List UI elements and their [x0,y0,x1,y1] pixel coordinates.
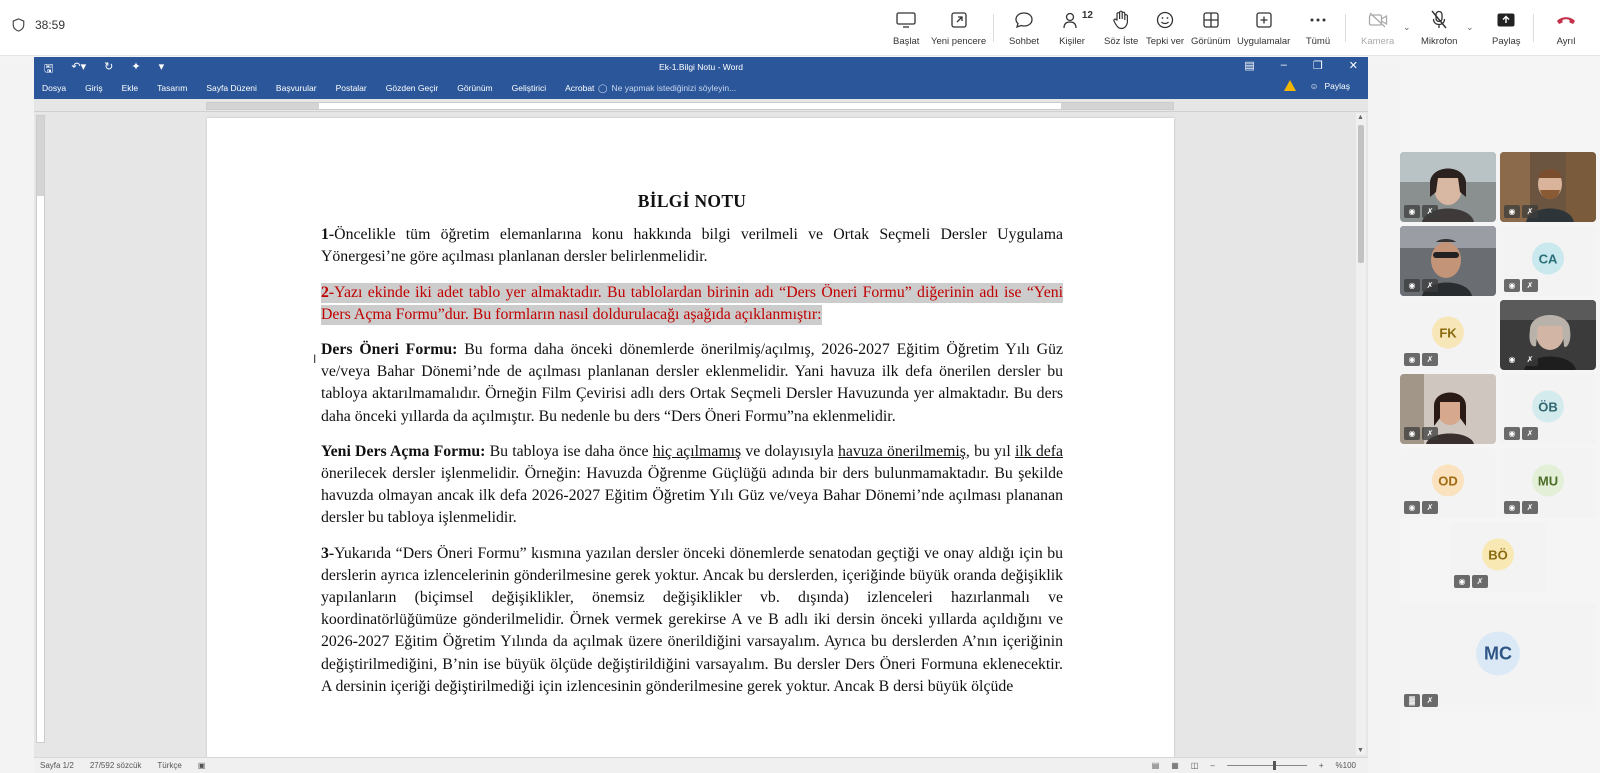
participant-gallery [1400,57,1600,773]
paragraph-2-highlighted [321,282,1063,326]
p4-text-d: önerilecek dersler işlenmelidir. Örneğin: Havuzda Öğrenme Güçlüğü adında bir ders bulunmamaktadır. Bu şekilde havuzda olmayan ancak ilk defa 2026-2027 Eğitim Öğretim Yılı Güz ve/veya Bahar Dönemi’nde açılması plananan dersler bu tabloya işlenmelidir. [321,465,1063,527]
people-count: 12 [1081,10,1093,21]
toolbar-divider [1345,14,1346,42]
plus-icon [1251,8,1277,32]
video-badge-icon: ◉ [1404,501,1420,514]
p4-underline-1: hiç açılmamış [652,442,742,460]
participant-video-tile[interactable] [1400,374,1496,444]
raise-hand-button[interactable] [1104,8,1138,47]
word-document-title: Ek-1.Bilgi Notu - Word [659,62,743,72]
participant-video-tile[interactable] [1500,152,1596,222]
participant-video-tile-speaking[interactable] [1400,226,1496,296]
leave-button[interactable] [1553,8,1579,47]
word-share-label: Paylaş [1324,80,1350,91]
read-mode-icon[interactable]: ▤ [1151,761,1160,770]
ribbon-tab[interactable]: Postalar [335,83,367,93]
video-badge-icon: ◉ [1504,501,1520,514]
participant-avatar: CA [1532,242,1564,274]
p1-number: 1- [321,226,335,244]
save-icon[interactable]: 🖫 [44,63,54,75]
p4-text-a: Bu tabloya ise daha önce [485,442,653,460]
ribbon-tab[interactable]: Giriş [85,83,103,93]
share-tray-icon [1493,8,1519,32]
toolbar-divider [993,14,994,42]
react-button[interactable] [1146,8,1184,47]
document-heading: BİLGİ NOTU [637,191,747,211]
participant-video-tile[interactable] [1400,152,1496,222]
camera-options-chevron-icon[interactable]: ⌄ [1403,22,1411,32]
participant-tile[interactable] [1450,522,1546,592]
word-status-bar [34,757,1368,773]
paragraph-3 [321,543,1063,698]
participant-tile[interactable] [1400,300,1496,370]
p3-label: Ders Öneri Formu: [321,341,458,359]
muted-mic-icon: ✗ [1472,575,1488,588]
camera-button[interactable] [1361,8,1394,47]
ribbon-tab[interactable]: Geliştirici [511,83,547,93]
vertical-ruler [36,115,45,743]
participant-avatar: ÖB [1532,390,1564,422]
participant-video-tile[interactable] [1500,300,1596,370]
tell-me-box[interactable] [598,83,736,94]
ribbon-display-icon[interactable]: ▤ [1244,60,1255,72]
leave-label: Ayrıl [1556,36,1576,47]
people-button[interactable] [1059,8,1093,47]
screen-share-icon [893,8,919,32]
video-badge-icon: ◉ [1404,205,1420,218]
p5-number: 3- [321,544,335,562]
new-window-label: Yeni pencere [931,36,987,47]
ruler-strip [206,102,1174,110]
paragraph-yeni-ders [321,441,1063,530]
p4-text-c: , bu yıl [965,442,1015,460]
print-layout-icon[interactable]: ▦ [1171,761,1179,770]
hand-icon [1108,8,1134,32]
zoom-out-icon[interactable]: – [1210,761,1215,770]
word-title-bar [34,57,1368,77]
participant-avatar: MU [1532,464,1564,496]
window-controls [1244,59,1358,72]
meeting-toolbar [0,0,1600,56]
hang-up-icon [1553,8,1579,32]
grid-icon [1198,8,1224,32]
muted-mic-icon: ✗ [1522,353,1538,366]
video-badge-icon: ◉ [1404,279,1420,292]
share-label: Paylaş [1492,36,1521,47]
more-button[interactable] [1305,8,1331,47]
ribbon-tab[interactable]: Dosya [42,83,67,93]
muted-mic-icon: ✗ [1422,427,1438,440]
shared-screen [0,57,1400,773]
language-indicator[interactable]: Türkçe [157,761,182,770]
ribbon-tab[interactable]: Acrobat [565,83,595,93]
mic-options-chevron-icon[interactable]: ⌄ [1466,22,1474,32]
muted-mic-icon: ✗ [1422,279,1438,292]
warning-icon [1284,80,1296,91]
more-label: Tümü [1305,36,1331,47]
video-badge-icon: ◉ [1504,205,1520,218]
word-share-button[interactable] [1284,80,1350,91]
redo-icon[interactable]: ↻ [104,61,114,73]
word-window [34,57,1368,773]
mic-off-icon [1426,8,1452,32]
muted-mic-icon: ✗ [1522,501,1538,514]
ribbon-tab[interactable]: Sayfa Düzeni [206,83,257,93]
ribbon-tab-list [42,83,594,93]
chat-label: Sohbet [1009,36,1040,47]
p4-text-b: ve dolayısıyla [741,442,839,460]
muted-mic-icon: ✗ [1422,694,1438,707]
page-indicator[interactable]: Sayfa 1/2 [40,761,74,770]
camera-off-icon [1365,8,1391,32]
video-badge-icon: ◉ [1504,427,1520,440]
p2-number: 2- [321,283,335,301]
start-label: Başlat [893,36,920,47]
camera-label: Kamera [1361,36,1395,47]
tell-me-placeholder: Ne yapmak istediğinizi söyleyin... [611,83,737,93]
video-badge-icon: ◉ [1404,427,1420,440]
p4-underline-3: ilk defa [1014,442,1064,460]
participant-tile[interactable] [1500,448,1596,518]
muted-mic-icon: ✗ [1522,279,1538,292]
ribbon-tab[interactable]: Gözden Geçir [385,83,439,93]
react-label: Tepki ver [1146,36,1185,47]
undo-icon[interactable]: ↶▾ [71,61,87,73]
scroll-down-icon[interactable]: ▼ [1357,747,1364,754]
video-badge-icon: ◉ [1454,575,1470,588]
scrollbar-thumb[interactable] [1358,125,1364,263]
mic-label: Mikrofon [1421,36,1458,47]
toolbar-divider [1533,14,1534,42]
macro-record-icon[interactable]: ▣ [197,761,206,770]
video-badge-icon: ◉ [1404,353,1420,366]
apps-button[interactable] [1237,8,1290,47]
view-label: Görünüm [1191,36,1231,47]
participant-tile-large[interactable] [1400,603,1596,711]
new-window-button[interactable] [931,8,986,47]
p5-text: Yukarıda “Ders Öneri Formu” kısmına yazılan dersler önceki dönemlerde senatodan geçtiği ve onay aldığı için bu derslerin ayrıca izlencelerinin gönderilmesine gerek yoktur. Ancak bu derslerden, içeriğinde büyük oranda değişiklik yapılanların (biçimsel değişiklikler, önemsiz değişiklikler vb. dışında) izlenceleri hazırlanmalı ve koordinatörlüğümüze gönderilmelidir. Örnek vermek gerekirse A ve B adlı iki dersin önceki yıllarda açıldığını ve 2026-2027 Eğitim Öğretim Yılında da açılmak üzere önerildiğini varsayalım. Ayrıca bu derslerden A’nın içeriğinin değiştirilmediğini, B’nin ise büyük ölçüde değiştirildiğini varsayalım. Bu dersler Ders Öneri Formuna eklenecektir. A dersinin içeriği değiştirilmediği için izlencesinin gönderilmesine gerek yoktur. Ancak B dersi büyük ölçüde [321,544,1063,695]
word-count[interactable]: 27/592 sözcük [89,761,142,770]
zoom-in-icon[interactable]: + [1318,761,1324,770]
minimize-icon[interactable]: – [1280,59,1287,71]
zoom-slider[interactable] [1227,765,1307,766]
paragraph-1 [321,224,1063,268]
document-body[interactable] [321,190,1063,711]
view-button[interactable] [1191,8,1231,47]
meeting-timer [12,18,65,32]
video-badge-icon: ◉ [1504,353,1520,366]
restore-icon[interactable]: ❐ [1312,60,1323,72]
p2-text: Yazı ekinde iki adet tablo yer almaktadır. Bu tablolardan birinin adı “Ders Öneri Formu” diğerinin adı ise “Yeni Ders Açma Formu”dur. Bu formların nasıl doldurulacağı aşağıda açıklanmıştır: [321,283,1063,323]
web-layout-icon[interactable]: ◫ [1190,761,1199,770]
text-cursor-icon: I [313,352,317,366]
chat-button[interactable] [1009,8,1039,47]
p4-underline-2: havuza önerilmemiş [838,442,966,460]
participant-avatar: BÖ [1482,538,1514,570]
ribbon-tab[interactable]: Başvurular [275,83,317,93]
zoom-level[interactable]: %100 [1335,761,1356,770]
document-scrollbar[interactable] [1356,113,1366,755]
participant-avatar: FK [1432,316,1464,348]
ribbon-tab[interactable]: Görünüm [457,83,493,93]
format-painter-icon[interactable]: ✦ [131,61,141,73]
muted-mic-icon: ✗ [1422,501,1438,514]
chat-icon [1011,8,1037,32]
horizontal-ruler [34,99,1368,112]
shield-icon [12,18,25,32]
mic-button[interactable] [1421,8,1457,47]
scroll-up-icon[interactable]: ▲ [1357,114,1364,121]
participant-tile[interactable] [1500,226,1596,296]
participant-tile[interactable] [1500,374,1596,444]
muted-mic-icon: ✗ [1422,353,1438,366]
p1-text: Öncelikle tüm öğretim elemanlarına konu hakkında bilgi verilmeli ve Ortak Seçmeli Dersler Uygulama Yönergesi’ne göre açılması planlanan dersler belirlenmelidir. [321,226,1063,266]
document-page[interactable] [207,118,1174,758]
ellipsis-icon [1305,8,1331,32]
pop-out-icon [946,8,972,32]
customize-qat-icon[interactable]: ▾ [158,61,165,73]
apps-label: Uygulamalar [1237,36,1291,47]
p4-label: Yeni Ders Açma Formu: [321,442,486,460]
people-icon [1059,8,1093,32]
p3-text: Bu forma daha önceki dönemlerde önerilmiş/açılmış, 2026-2027 Eğitim Öğretim Yılı Güz ve/veya Bahar Dönemi’nde de açılması planlanan dersler eklenmelidir. Yani havuza ilk defa önerilen dersler bu tabloya aktarılmamalıdır. Örneğin Film Çevirisi adlı ders Ortak Seçmeli Dersler Havuzunda yer almaktadır. Bu ders daha önceki yıllarda da açılmıştır. Bu nedenle bu ders “Ders Öneri Formu”na eklenmelidir. [321,341,1063,425]
raise-hand-label: Söz İste [1104,36,1139,47]
share-button[interactable] [1492,8,1521,47]
muted-mic-icon: ✗ [1522,205,1538,218]
word-ribbon-tabs [34,77,1368,99]
start-button[interactable] [893,8,919,47]
person-icon: ☺ [1309,80,1319,91]
smiley-icon [1152,8,1178,32]
timer-text: 38:59 [35,18,66,32]
lightbulb-icon: ◯ [598,83,608,93]
close-icon[interactable]: ✕ [1348,60,1358,72]
muted-mic-icon: ✗ [1522,427,1538,440]
ribbon-tab[interactable]: Ekle [121,83,139,93]
participant-avatar: MC [1476,631,1520,675]
ribbon-tab[interactable]: Tasarım [157,83,188,93]
video-badge-icon: ◉ [1504,279,1520,292]
people-label: Kişiler [1059,36,1085,47]
signal-bars-icon: ▓ [1404,694,1420,707]
participant-tile[interactable] [1400,448,1496,518]
participant-avatar: OD [1432,464,1464,496]
paragraph-ders-oneri [321,339,1063,428]
muted-mic-icon: ✗ [1422,205,1438,218]
